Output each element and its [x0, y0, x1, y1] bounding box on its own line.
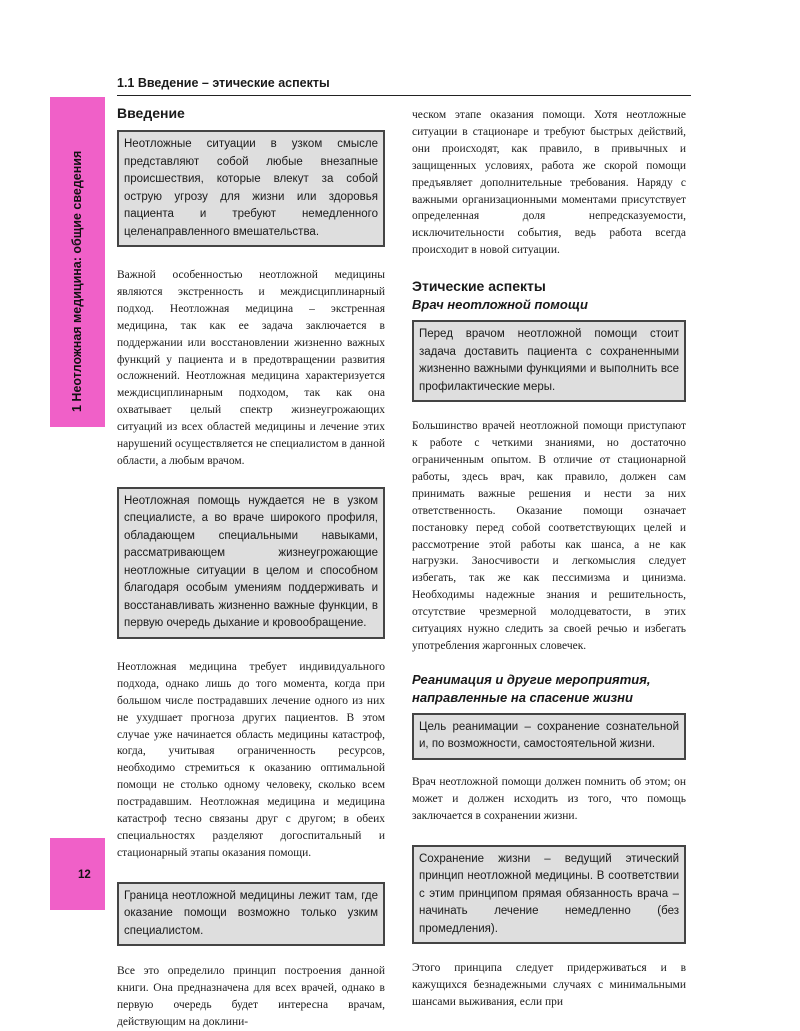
body-paragraph: Этого принципа следует придерживаться и в кажущихся безнадежными случаях с минимальными шансами выживания, если при: [412, 962, 686, 1008]
body-paragraph: Врач неотложной помощи должен помнить об этом; он может и должен исходить из того, что помощь заключается в сохранении жизни.: [412, 775, 686, 822]
section-heading-introduction: Введение: [117, 105, 185, 121]
page-number: 12: [78, 869, 91, 881]
body-paragraph: Все это определило принцип построения данной книги. Она предназначена для всех врачей, однако в первую очередь будет интересна врачам, действующим на доклини-: [117, 965, 385, 1028]
highlight-box: Сохранение жизни – ведущий этический принцип неотложной медицины. В соответствии с этим принципом прямая обязанность врача – начинать лечение немедленно (без промедления).: [412, 845, 686, 945]
header-rule: [117, 95, 691, 96]
running-head: 1.1 Введение – этические аспекты: [117, 76, 330, 90]
body-paragraph: Неотложная медицина требует индивидуального подхода, однако лишь до того момента, когда при большом числе пострадавших лечение одного из них не ухудшает прогноза других пациентов. В этом случае уже начинается область медицины катастроф, когда, учитывая ограниченность ресурсов, необходимо стремиться к оказанию оптимальной помощи не столько одному человеку, сколько всем пострадавшим. Неотложная медицина и медицина катастроф тесно связаны друг с другом; в обеих специальностях разделяют догоспитальный и стационарный этапы оказания помощи.: [117, 660, 385, 859]
highlight-box: Перед врачом неотложной помощи стоит задача доставить пациента с сохраненными жизненно важными функциями и выполнить все профилактические меры.: [412, 320, 686, 402]
chapter-tab-label: 1 Неотложная медицина: общие сведения: [70, 150, 84, 412]
left-column: [117, 103, 385, 1031]
section-heading-ethics: Этические аспекты: [412, 278, 546, 295]
highlight-box: Граница неотложной медицины лежит там, где оказание помощи возможно только узким специалистом.: [117, 882, 385, 947]
highlight-box: Неотложные ситуации в узком смысле представляют собой любые внезапные происшествия, которые влекут за собой острую угрозу для жизни или здоровья пациента и требуют немедленного целенаправленного вмешательства.: [117, 130, 385, 247]
body-paragraph: Важной особенностью неотложной медицины являются экстренность и междисциплинарный подход. Неотложная медицина – экстренная медицина, так как ее задача заключается в поддержании или восстановлении жизненно важных функций у пациента и в предотвращении развития осложнений. Неотложная медицина характеризуется междисциплинарным подходом, так как она охватывает целый спектр жизнеугрожающих ситуаций из всех областей медицины и лечение этих нарушений осуществляется не специалистом в данной области, а любым врачом.: [117, 269, 385, 467]
highlight-box: Цель реанимации – сохранение сознательной и, по возможности, самостоятельной жизни.: [412, 713, 686, 760]
subheading-resuscitation: Реанимация и другие мероприятия, направленные на спасение жизни: [412, 671, 651, 705]
subheading-emergency-doctor: Врач неотложной помощи: [412, 297, 588, 313]
body-paragraph: Большинство врачей неотложной помощи приступают к работе с четкими знаниями, но достаточно ограниченным опытом. В отличие от стационарной работы, здесь врач, как правило, должен сам принимать важные решения и нести за них ответственность. Оказание помощи означает постановку перед собой соответствующих целей и рассмотрение этой работы как шанса, а не как нагрузки. Заносчивости и легкомыслия следует избегать, так же как пессимизма и цинизма. Необходимы надежные знания и решительность, отсутствие чрезмерной молодцеватости, в этих ситуациях нужно следить за своей речью и избегать употребления жаргонных словечек.: [412, 420, 686, 652]
highlight-box: Неотложная помощь нуждается не в узком специалисте, а во враче широкого профиля, обладающем специальными навыками, рассматривающем жизнеугрожающие неотложные ситуации в целом и способном благодаря особым умениям поддерживать и восстанавливать жизненно важные функции, в первую очередь дыхание и кровообращение.: [117, 487, 385, 639]
body-paragraph: ческом этапе оказания помощи. Хотя неотложные ситуации в стационаре и требуют быстрых действий, они происходят, как правило, в привычных и защищенных условиях, работа же скорой помощи предъявляет дополнительные требования. Наряду с важными организационными моментами присутствует определенная доля непредсказуемости, исключительности события, ведь работа всегда происходит в новой ситуации.: [412, 109, 686, 257]
right-column: [412, 107, 686, 1011]
